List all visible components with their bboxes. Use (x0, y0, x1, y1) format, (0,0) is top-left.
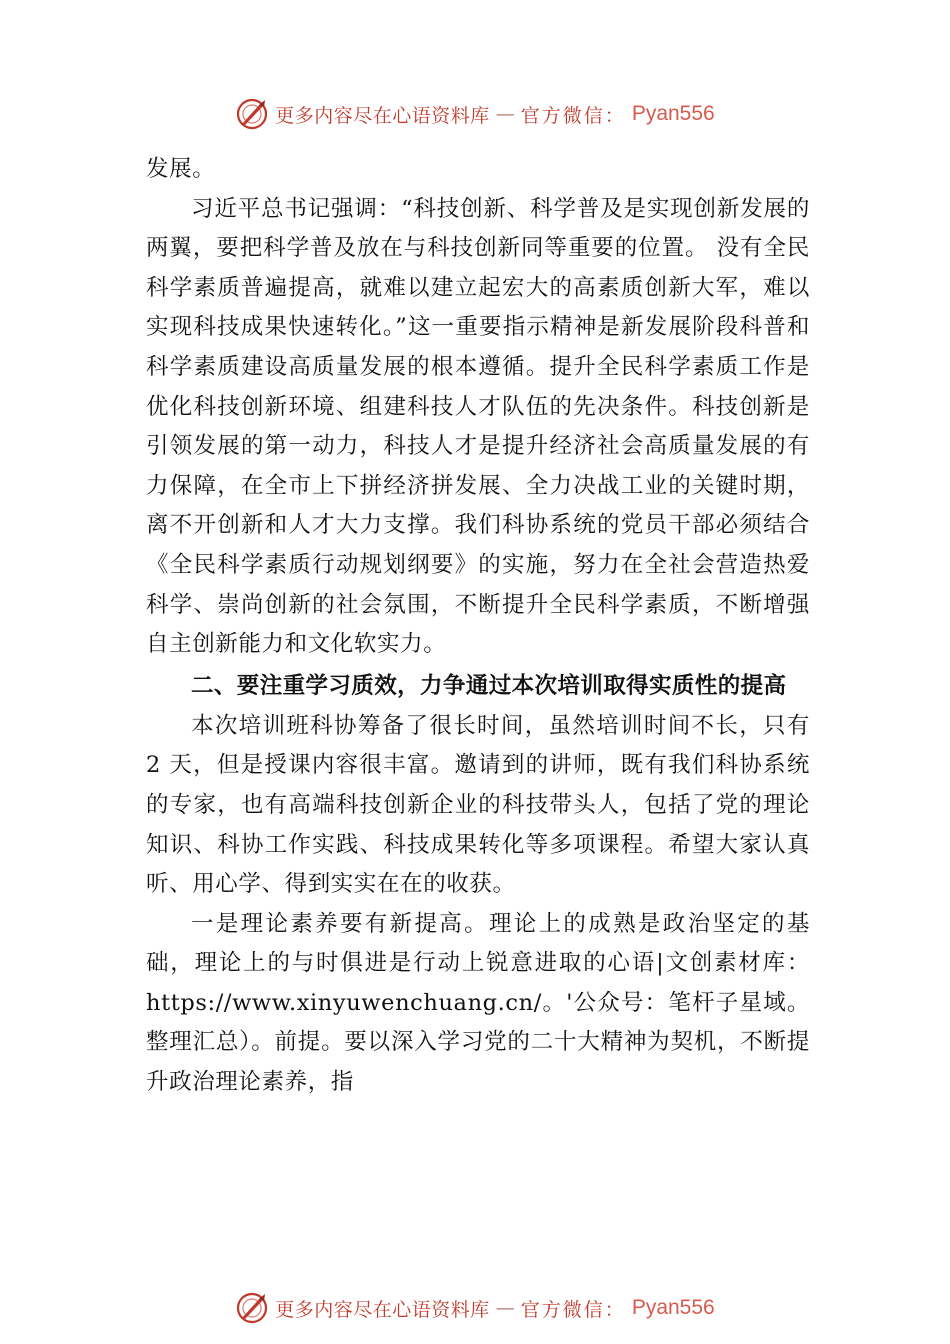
watermark-brand-text: 更多内容尽在心语资料库 (275, 104, 490, 127)
watermark-dash: — (495, 1297, 515, 1319)
watermark-wechat-id: Pyan556 (631, 1296, 715, 1319)
watermark-wechat-label: 官方微信： (520, 1298, 626, 1321)
paragraph-xi-quote: 习近平总书记强调：“科技创新、科学普及是实现创新发展的两翼，要把科学普及放在与科技创新同等重要的位置。 没有全民科学素质普遍提高，就难以建立起宏大的高素质创新大军，难以实现科技成果快速转化。”这一重要指示精神是新发展阶段科普和科学素质建设高质量发展的根本遵循。提升全民科学素质工作是优化科技创新环境、组建科技人才队伍的先决条件。科技创新是引领发展的第一动力，科技人才是提升经济社会高质量发展的有力保障，在全市上下拼经济拼发展、全力决战工业的关键时期，离不开创新和人才大力支撑。我们科协系统的党员干部必须结合《全民科学素质行动规划纲要》的实施，努力在全社会营造热爱科学、崇尚创新的社会氛围，不断提升全民科学素质，不断增强自主创新能力和文化软实力。 (146, 195, 810, 658)
document-body (146, 150, 810, 1103)
paragraph-training-intro: 本次培训班科协筹备了很长时间，虽然培训时间不长，只有 2 天，但是授课内容很丰富。邀请到的讲师，既有我们科协系统的专家，也有高端科技创新企业的科技带头人，包括了党的理论知识、科协工作实践、科技成果转化等多项课程。希望大家认真听、用心学、得到实实在在的收获。 (146, 712, 810, 898)
watermark-dash: — (495, 103, 515, 125)
watermark-brand-text: 更多内容尽在心语资料库 (275, 1298, 490, 1321)
header-watermark (0, 94, 950, 134)
watermark-wechat-label: 官方微信： (520, 104, 626, 127)
quill-logo-icon (235, 1291, 269, 1325)
paragraph-continuation: 发展。 (146, 156, 216, 182)
watermark-wechat-id: Pyan556 (631, 102, 715, 125)
quill-logo-icon (235, 97, 269, 131)
paragraph-theory-literacy: 一是理论素养要有新提高。理论上的成熟是政治坚定的基础，理论上的与时俱进是行动上锐意进取的心语|文创素材库：https://www.xinyuwenchuang.cn/。'公众号：笔杆子星域。整理汇总）。前提。要以深入学习党的二十大精神为契机，不断提升政治理论素养，指 (146, 910, 810, 1096)
section-heading: 二、要注重学习质效，力争通过本次培训取得实质性的提高 (191, 672, 787, 699)
footer-watermark (0, 1288, 950, 1328)
